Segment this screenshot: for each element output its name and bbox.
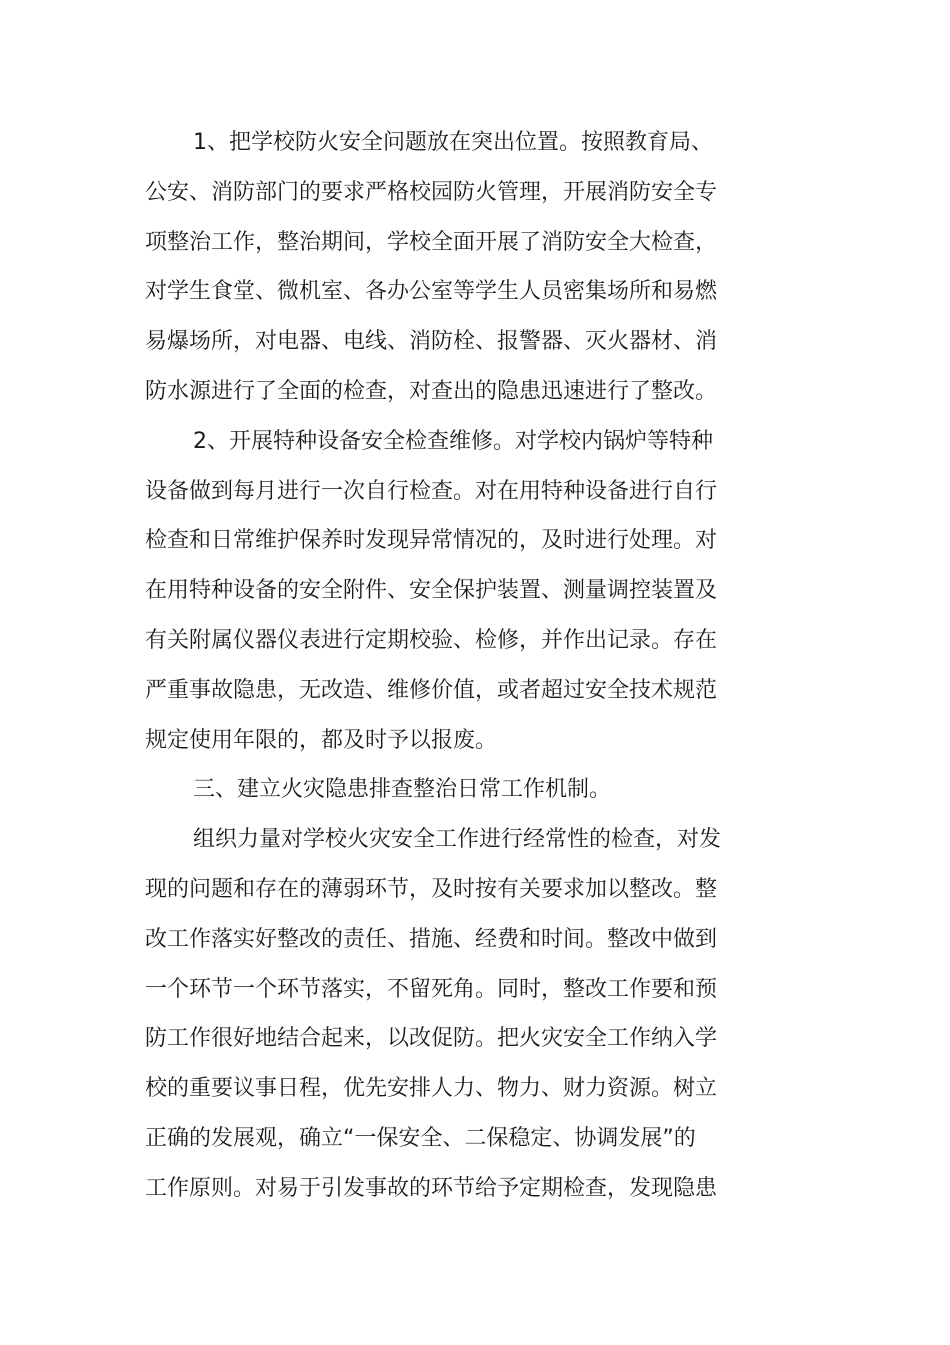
text-line: 一个环节一个环节落实，不留死角。同时，整改工作要和预 bbox=[145, 976, 718, 1002]
text-line: 项整治工作，整治期间，学校全面开展了消防安全大检查， bbox=[145, 229, 718, 255]
section-heading-text: 三、建立火灾隐患排查整治日常工作机制。 bbox=[193, 777, 612, 803]
text-line: 易爆场所，对电器、电线、消防栓、报警器、灭火器材、消 bbox=[145, 329, 718, 355]
text-line: 有关附属仪器仪表进行定期校验、检修，并作出记录。存在 bbox=[145, 627, 718, 653]
text-line: 工作原则。对易于引发事故的环节给予定期检查，发现隐患 bbox=[145, 1175, 718, 1201]
text-line: 防工作很好地结合起来，以改促防。把火灾安全工作纳入学 bbox=[145, 1026, 718, 1052]
text-line: 2、开展特种设备安全检查维修。对学校内锅炉等特种 bbox=[193, 428, 713, 454]
text-line: 校的重要议事日程，优先安排人力、物力、财力资源。树立 bbox=[145, 1076, 718, 1102]
text-line: 规定使用年限的，都及时予以报废。 bbox=[145, 727, 498, 753]
text-line: 严重事故隐患，无改造、维修价值，或者超过安全技术规范 bbox=[145, 677, 718, 703]
text-line: 现的问题和存在的薄弱环节，及时按有关要求加以整改。整 bbox=[145, 876, 718, 902]
text-line: 防水源进行了全面的检查，对查出的隐患迅速进行了整改。 bbox=[145, 378, 718, 404]
section-heading bbox=[145, 765, 755, 815]
text-line: 检查和日常维护保养时发现异常情况的，及时进行处理。对 bbox=[145, 528, 718, 554]
text-line: 正确的发展观，确立“一保安全、二保稳定、协调发展”的 bbox=[145, 1125, 696, 1151]
body-text bbox=[145, 118, 755, 1214]
text-line: 设备做到每月进行一次自行检查。对在用特种设备进行自行 bbox=[145, 478, 718, 504]
paragraph-regular-inspection bbox=[145, 815, 755, 1213]
text-line: 在用特种设备的安全附件、安全保护装置、测量调控装置及 bbox=[145, 578, 718, 604]
text-line: 对学生食堂、微机室、各办公室等学生人员密集场所和易燃 bbox=[145, 279, 718, 305]
text-line: 公安、消防部门的要求严格校园防火管理，开展消防安全专 bbox=[145, 179, 718, 205]
text-line: 1、把学校防火安全问题放在突出位置。按照教育局、 bbox=[193, 130, 713, 155]
text-line: 组织力量对学校火灾安全工作进行经常性的检查，对发 bbox=[193, 827, 722, 853]
paragraph-fire-safety-priority bbox=[145, 118, 755, 417]
paragraph-special-equipment bbox=[145, 417, 755, 766]
text-line: 改工作落实好整改的责任、措施、经费和时间。整改中做到 bbox=[145, 926, 718, 952]
